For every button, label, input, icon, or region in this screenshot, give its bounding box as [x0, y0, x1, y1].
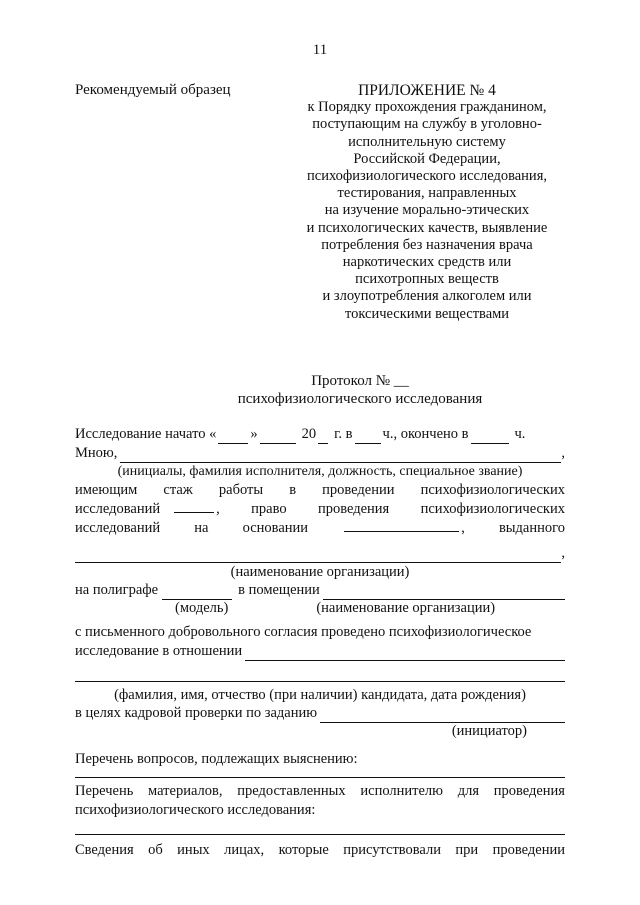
- questions-line[interactable]: [75, 769, 565, 778]
- word: психофизиологических: [420, 501, 565, 517]
- consent-text: с письменного добровольного согласия проведено психофизиологическое: [75, 624, 532, 640]
- word: для: [457, 783, 479, 799]
- quote-close: »: [250, 426, 258, 442]
- initiator-field[interactable]: [320, 708, 565, 723]
- word: психофизиологических: [420, 482, 565, 498]
- polygraph-row: [75, 581, 565, 600]
- word: присутствовали: [343, 842, 441, 858]
- end-label: ч., окончено в: [382, 426, 469, 442]
- word: которые: [278, 842, 329, 858]
- model-caption: (модель): [175, 600, 229, 616]
- word: право: [251, 501, 287, 517]
- executor-field[interactable]: [120, 448, 561, 463]
- org-caption-2: (наименование организации): [316, 600, 496, 616]
- start-label: Исследование начато «: [75, 426, 217, 442]
- materials-row-2: [75, 801, 565, 820]
- regard-label: исследование в отношении: [75, 643, 243, 659]
- appendix-line: потребления без назначения врача: [321, 236, 533, 253]
- appendix-line: на изучение морально-этических: [324, 202, 530, 219]
- room-label: в помещении: [238, 582, 320, 598]
- candidate-caption: (фамилия, имя, отчество (при наличии) кандидата, дата рождения): [114, 687, 526, 703]
- regard-row: [75, 642, 565, 661]
- hour-suffix: ч.: [514, 426, 526, 442]
- appendix-line: и злоупотребления алкоголем или: [322, 288, 532, 305]
- appendix-line: психотропных веществ: [355, 271, 499, 288]
- materials-line[interactable]: [75, 820, 565, 835]
- word: проведении: [322, 482, 395, 498]
- word: работы: [218, 482, 264, 498]
- word: проведения: [317, 501, 390, 517]
- word: иных: [177, 842, 210, 858]
- appendix-line: Российской Федерации,: [353, 150, 501, 167]
- end-hour-field[interactable]: [471, 429, 509, 444]
- appendix-block: [272, 82, 582, 323]
- appendix-title: ПРИЛОЖЕНИЕ № 4: [358, 82, 496, 99]
- appendix-line: наркотических средств или: [342, 254, 512, 271]
- appendix-line: тестирования, направленных: [337, 185, 517, 202]
- word: исследований: [75, 520, 161, 536]
- comma: ,: [216, 501, 220, 517]
- word: в: [289, 482, 297, 498]
- appendix-line: психофизиологического исследования,: [307, 168, 547, 185]
- word: Перечень: [75, 783, 134, 799]
- start-month-field[interactable]: [260, 429, 296, 444]
- word: исследований: [75, 501, 161, 517]
- sample-label: Рекомендуемый образец: [75, 82, 231, 98]
- initiator-caption: (инициатор): [451, 723, 527, 739]
- protocol-subtitle: психофизиологического исследования: [237, 391, 483, 407]
- protocol-form: [75, 425, 565, 860]
- appendix-line: поступающим на службу в уголовно-: [312, 116, 542, 133]
- polygraph-model-field[interactable]: [162, 585, 232, 600]
- time-label: г. в: [334, 426, 353, 442]
- word: предоставленных: [237, 783, 346, 799]
- word: на: [194, 520, 209, 536]
- start-day-field[interactable]: [218, 429, 248, 444]
- word: исполнителю: [360, 783, 443, 799]
- persons-row: [75, 841, 565, 860]
- word: основании: [242, 520, 309, 536]
- basis-row: [75, 519, 565, 538]
- protocol-title: Протокол № __: [311, 373, 409, 389]
- consent-row: [75, 623, 565, 642]
- questions-label: Перечень вопросов, подлежащих выяснению:: [75, 751, 358, 767]
- word: об: [148, 842, 163, 858]
- questions-row: [75, 750, 565, 769]
- word: материалов,: [148, 783, 223, 799]
- organization-field[interactable]: [75, 548, 561, 563]
- task-row: [75, 704, 565, 723]
- word: имеющим: [75, 482, 138, 498]
- word: стаж: [163, 482, 193, 498]
- candidate-field[interactable]: [245, 646, 565, 661]
- executor-caption: (инициалы, фамилия исполнителя, должность, специальное звание): [117, 464, 523, 479]
- experience-field[interactable]: [174, 498, 214, 513]
- word: лицах,: [224, 842, 265, 858]
- materials-label: психофизиологического исследования:: [75, 802, 316, 818]
- basis-field[interactable]: [344, 517, 459, 532]
- comma: ,: [461, 520, 465, 536]
- start-row: [75, 425, 565, 444]
- protocol-heading: [160, 372, 560, 408]
- word: проведения: [493, 783, 565, 799]
- start-hour-field[interactable]: [355, 429, 381, 444]
- word: Сведения: [75, 842, 134, 858]
- polygraph-label: на полиграфе: [75, 582, 159, 598]
- page-number: 11: [312, 42, 328, 58]
- task-label: в целях кадровой проверки по заданию: [75, 705, 318, 721]
- word: при: [455, 842, 479, 858]
- appendix-line: к Порядку прохождения гражданином,: [307, 99, 547, 116]
- executor-row: Мною, ,: [75, 445, 565, 461]
- polygraph-captions: [75, 600, 565, 617]
- appendix-line: и психологических качеств, выявление: [306, 219, 548, 236]
- to-me-label: Мною,: [75, 445, 118, 461]
- candidate-line[interactable]: [75, 667, 565, 682]
- right-row: [75, 500, 565, 519]
- word: проведении: [492, 842, 565, 858]
- appendix-line: исполнительную систему: [348, 133, 506, 150]
- materials-row: [75, 782, 565, 801]
- appendix-line: токсическими веществами: [344, 305, 510, 322]
- org-row: ,: [75, 544, 565, 563]
- year-prefix: 20: [301, 426, 317, 442]
- room-field[interactable]: [323, 585, 565, 600]
- word: выданного: [498, 520, 565, 536]
- org-caption: (наименование организации): [230, 564, 410, 580]
- start-year-field[interactable]: [318, 429, 328, 444]
